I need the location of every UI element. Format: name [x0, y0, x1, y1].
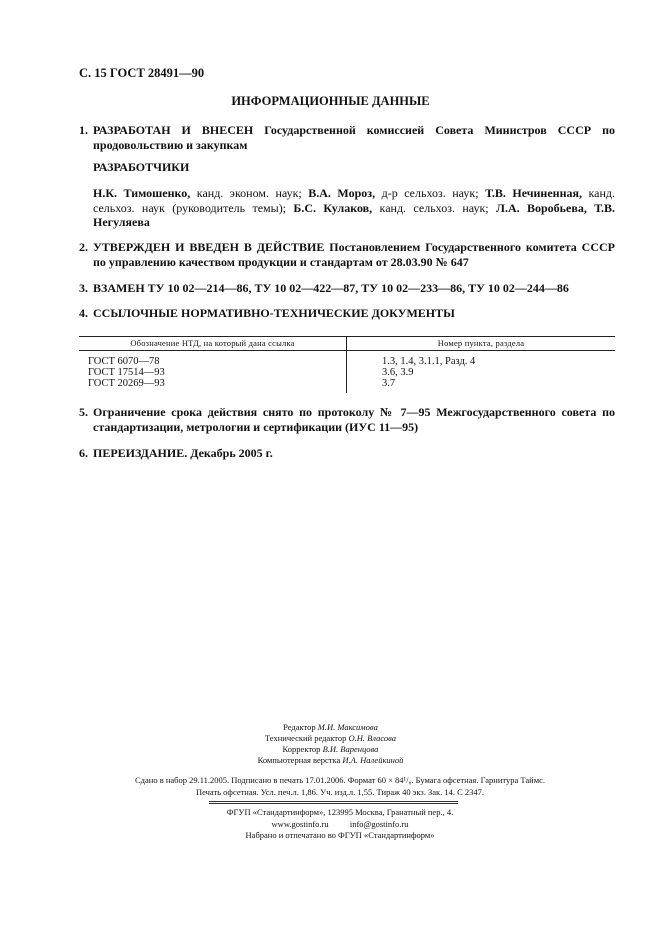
developer-name: Н.К. Тимошенко,	[93, 186, 191, 200]
print-info	[60, 775, 620, 798]
references-table	[79, 336, 615, 393]
table-cell-document: ГОСТ 6070—78	[88, 356, 160, 367]
table-header-rule	[79, 350, 615, 351]
publisher-website[interactable]: www.gostinfo.ru	[271, 818, 329, 829]
developer-name: В.А. Мороз,	[308, 186, 376, 200]
divider	[209, 803, 458, 804]
table-cell-document: ГОСТ 17514—93	[88, 367, 165, 378]
item-text	[93, 240, 615, 269]
item-number: 5.	[79, 405, 88, 419]
item-number: 6.	[79, 446, 88, 460]
credit-line: Компьютерная верстка И.А. Налейкиной	[257, 755, 404, 765]
credit-line: Технический редактор О.Н. Власова	[264, 733, 397, 743]
item-approved	[79, 240, 615, 269]
publisher-address: ФГУП «Стандартинформ», 123995 Москва, Гранатный пер., 4.	[226, 807, 454, 817]
item-body: Постановлением Государственного комитета СССР по управлению качеством продукции и стандартам от 28.03.90 № 647	[93, 240, 615, 269]
item-number: 2.	[79, 240, 88, 254]
developer-role: д-р сельхоз. наук;	[381, 186, 479, 200]
item-text: Ограничение срока действия снято по протоколу № 7—95 Межгосударственного совета по стандартизации, метрологии и сертификации (ИУС 11—95)	[93, 405, 615, 434]
item-reissue	[79, 446, 615, 461]
item-number: 4.	[79, 306, 88, 320]
developer-name: Л.А. Воробьева, Т.В. Негуляева	[93, 200, 616, 229]
developer-name: Т.В. Нечиненная,	[485, 186, 582, 200]
table-cell-clause: 3.6, 3.9	[382, 367, 414, 378]
credit-line: Корректор В.И. Варенцова	[282, 744, 379, 754]
table-cell-document: ГОСТ 20269—93	[88, 378, 165, 389]
developers-heading: РАЗРАБОТЧИКИ	[93, 160, 190, 174]
item-text: ВЗАМЕН ТУ 10 02—214—86, ТУ 10 02—422—87, ТУ 10 02—233—86, ТУ 10 02—244—86	[93, 281, 569, 295]
developers-list	[93, 186, 615, 230]
publisher-contacts	[60, 819, 620, 831]
print-info-line: Печать офсетная. Усл. печ.л. 1,86. Уч. изд.л. 1,55. Тираж 40 экз. Зак. 14. С 2347.	[195, 786, 485, 797]
publisher-printed-by: Набрано и отпечатано во ФГУП «Стандартинформ»	[245, 830, 435, 840]
item-replaces	[79, 281, 615, 296]
item-validity	[79, 405, 615, 434]
table-cell-clause: 1.3, 1.4, 3.1.1, Разд. 4	[382, 356, 476, 367]
item-number: 1.	[79, 123, 88, 137]
table-header-document: Обозначение НТД, на который дана ссылка	[130, 338, 295, 348]
item-lead: УТВЕРЖДЕН И ВВЕДЕН В ДЕЙСТВИЕ	[93, 240, 325, 254]
divider	[209, 801, 458, 802]
item-body: Государственной комиссией Совета Министров СССР по продовольствию и закупкам	[93, 123, 615, 152]
item-text: ССЫЛОЧНЫЕ НОРМАТИВНО-ТЕХНИЧЕСКИЕ ДОКУМЕНТЫ	[93, 306, 455, 320]
item-references	[79, 306, 615, 321]
publisher-email[interactable]: info@gostinfo.ru	[349, 818, 409, 829]
item-text	[93, 123, 615, 152]
developer-role: канд. сельхоз. наук;	[379, 200, 489, 215]
developer-role: канд. эконом. наук;	[196, 186, 302, 200]
developer-role: канд. сельхоз. наук (руководитель темы);	[93, 186, 615, 215]
page-title: ИНФОРМАЦИОННЫЕ ДАННЫЕ	[231, 94, 430, 108]
table-cell-clause: 3.7	[382, 378, 396, 389]
table-header-clause: Номер пункта, раздела	[437, 338, 525, 348]
publisher-info	[60, 807, 620, 842]
developer-name: Б.С. Кулаков,	[293, 200, 373, 215]
table-top-rule	[79, 336, 615, 337]
item-lead: РАЗРАБОТАН И ВНЕСЕН	[93, 123, 254, 137]
credit-line: Редактор М.И. Максимова	[283, 722, 378, 732]
editorial-credits	[0, 722, 661, 766]
print-info-line: Сдано в набор 29.11.2005. Подписано в печать 17.01.2006. Формат 60 × 84¹/₈. Бумага офсетная. Гарнитура Таймс.	[135, 775, 545, 785]
item-text: ПЕРЕИЗДАНИЕ. Декабрь 2005 г.	[93, 446, 273, 460]
item-developed-by	[79, 123, 615, 152]
item-number: 3.	[79, 281, 88, 295]
page-header: С. 15 ГОСТ 28491—90	[79, 66, 205, 80]
